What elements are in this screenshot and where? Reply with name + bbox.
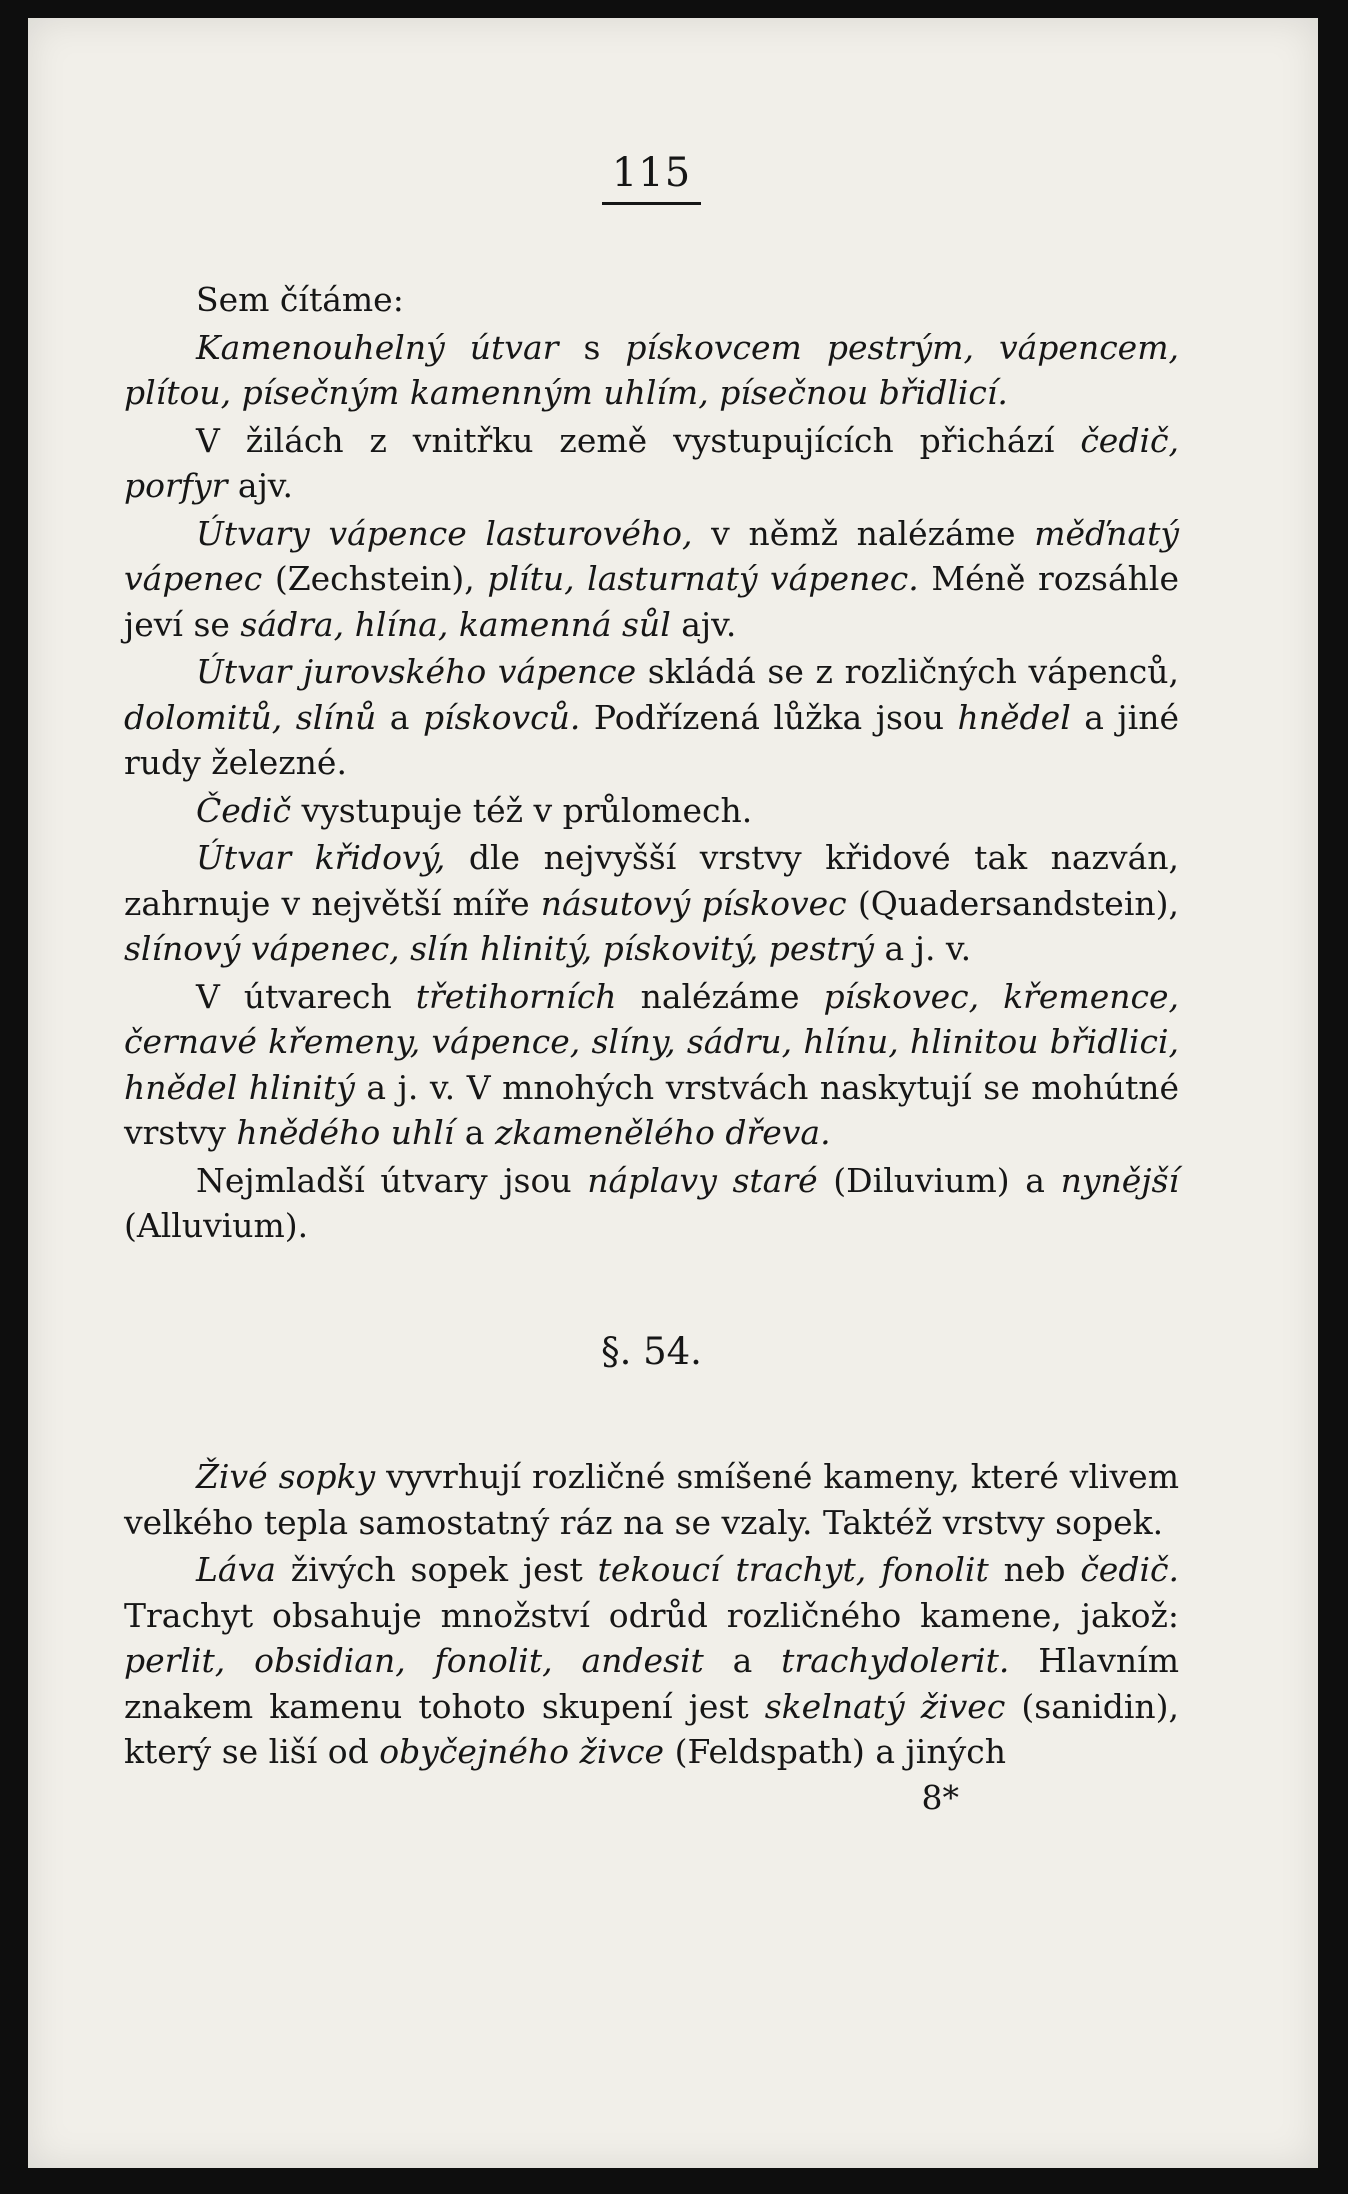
italic-term: čedič, porfyr	[124, 420, 1179, 505]
paragraph	[124, 835, 1179, 972]
text-run: vystupuje též v průlomech.	[290, 790, 753, 830]
paragraph	[124, 974, 1179, 1156]
text-run: živých sopek jest	[275, 1550, 598, 1589]
italic-term: hnědel	[957, 697, 1071, 737]
italic-term: slínový vápenec, slín hlinitý, pískovitý, pestrý	[124, 929, 875, 968]
italic-term: tekoucí trachyt, fonolit	[597, 1550, 989, 1589]
text-run: s	[558, 327, 626, 367]
italic-term: hnědého uhlí	[236, 1113, 455, 1152]
text-run: Méně rozsáhle jeví se	[124, 559, 1180, 644]
italic-term: trachydolerit.	[781, 1641, 1010, 1680]
italic-term: skelnatý živec	[764, 1686, 1006, 1726]
text-run: a	[376, 697, 423, 737]
text-run: vyvrhují rozličné smíšené kameny, které vlivem velkého tepla samostatný ráz na se vzaly. Taktéž vrstvy sopek.	[124, 1457, 1180, 1542]
page-number: 115	[124, 148, 1179, 205]
text-run: (Quadersandstein),	[846, 883, 1179, 923]
paragraph-intro: Sem čítáme:	[196, 280, 404, 319]
text-run: neb	[988, 1550, 1081, 1589]
italic-term: nynější	[1060, 1160, 1179, 1200]
italic-term: Útvar jurovského vápence	[196, 652, 637, 691]
italic-term: měďnatý vápenec	[124, 513, 1179, 598]
paragraph	[124, 1547, 1179, 1775]
italic-term: čedič.	[1080, 1550, 1179, 1589]
text-run: Trachyt obsahuje množství odrůd rozličného kamene, jakož:	[124, 1595, 1179, 1635]
italic-term: sádra, hlína, kamenná sůl	[240, 604, 671, 644]
italic-term: zkamenělého dřeva.	[494, 1113, 831, 1152]
paragraph	[124, 649, 1179, 786]
italic-term: dolomitů, slínů	[124, 697, 377, 737]
text-run: a	[454, 1113, 495, 1152]
italic-term: náplavy staré	[587, 1160, 818, 1200]
italic-term: Láva	[196, 1550, 276, 1589]
italic-term: plítu, lasturnatý vápenec.	[487, 559, 919, 598]
italic-term: obyčejného živce	[379, 1732, 665, 1771]
text-run: ajv.	[670, 604, 737, 644]
italic-term: pískovcem pestrým, vápencem, plítou, písečným kamenným uhlím, písečnou břidlicí.	[124, 327, 1179, 412]
text-run: nalézáme	[616, 976, 824, 1016]
italic-term: Útvary vápence lasturového,	[196, 513, 693, 553]
italic-term: Útvar křidový,	[196, 838, 446, 877]
paragraph	[124, 511, 1179, 648]
paragraph	[124, 1454, 1179, 1545]
text-run: Podřízená lůžka jsou	[580, 697, 958, 737]
text-run: a j. v.	[874, 929, 972, 968]
text-run: V žilách z vnitřku země vystupujících přichází	[196, 420, 1081, 460]
paragraph	[124, 788, 1179, 834]
signature-mark: 8*	[921, 1777, 959, 1817]
text-run: dle nejvyšší vrstvy křidové tak nazván, zahrnuje v největší míře	[124, 838, 1179, 923]
paragraph	[124, 1158, 1179, 1249]
text-run: V útvarech	[196, 976, 416, 1016]
italic-term: pískovec, křemence, černavé křemeny, vápence, slíny, sádru, hlínu, hlinitou břidlici, hnědel hlinitý	[124, 976, 1179, 1107]
italic-term: pískovců.	[422, 697, 581, 737]
text-run: (sanidin), který se liší od	[124, 1686, 1180, 1771]
italic-term: třetihorních	[415, 976, 617, 1016]
italic-term: perlit, obsidian, fonolit, andesit	[124, 1641, 704, 1680]
text-block	[124, 148, 1179, 1820]
text-run: a jiné rudy železné.	[124, 697, 1179, 782]
section-heading: §. 54.	[601, 1329, 702, 1373]
text-run: a j. v. V mnohých vrstvách naskytují se mohútné vrstvy	[124, 1067, 1179, 1152]
text-run: Nejmladší útvary jsou	[196, 1160, 588, 1200]
text-run: skládá se z rozličných vápenců,	[636, 652, 1179, 691]
text-run: Hlavním znakem kamenu tohoto skupení jest	[124, 1641, 1179, 1726]
italic-term: násutový pískovec	[540, 883, 847, 923]
text-run: v němž nalézáme	[692, 513, 1035, 553]
text-run: ajv.	[227, 466, 294, 505]
paragraph	[124, 325, 1179, 416]
text-run: (Zechstein),	[262, 559, 488, 598]
text-run: (Feldspath) a jiných	[664, 1732, 1006, 1771]
text-run: (Diluvium) a	[817, 1160, 1061, 1200]
text-run: a	[703, 1641, 782, 1680]
book-page	[28, 18, 1318, 2168]
italic-term: Kamenouhelný útvar	[196, 327, 559, 367]
italic-term: Živé sopky	[196, 1457, 376, 1496]
italic-term: Čedič	[196, 790, 291, 830]
paragraph	[124, 418, 1179, 509]
text-run: (Alluvium).	[124, 1206, 309, 1245]
